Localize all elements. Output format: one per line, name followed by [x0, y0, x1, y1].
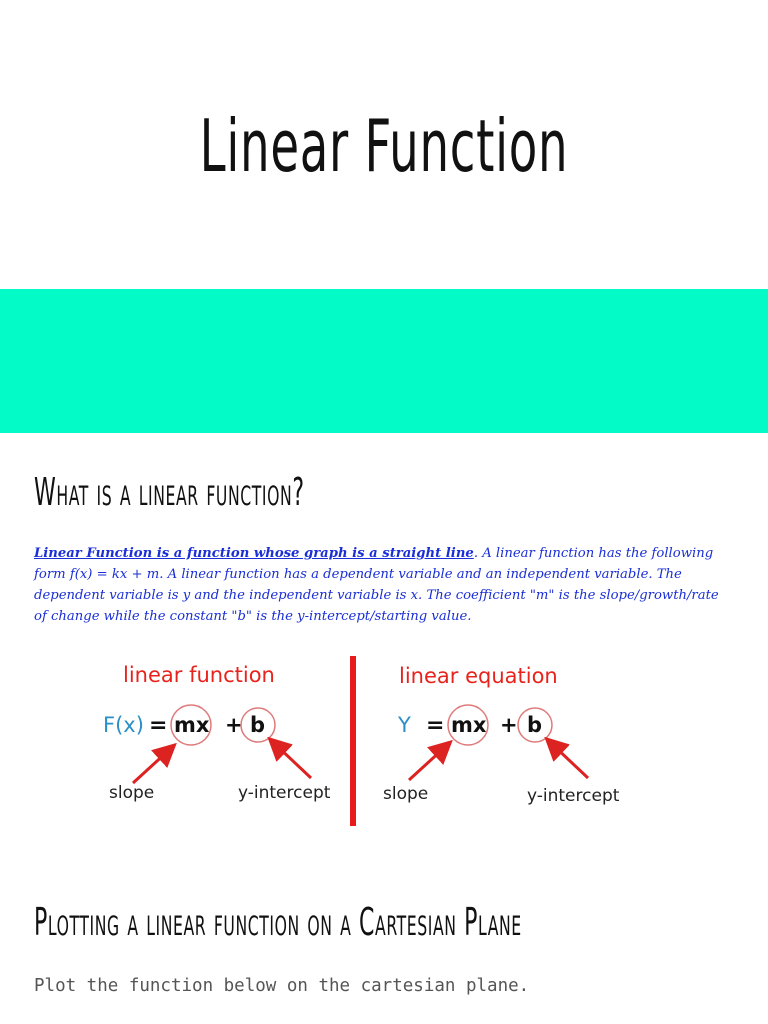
y-label: Y [398, 713, 411, 737]
page-title: Linear Function [199, 104, 569, 188]
mx-term: mx [174, 713, 210, 737]
intercept-arrow-right [553, 745, 588, 778]
instruction-text: Plot the function below on the cartesian plane. [34, 976, 530, 996]
equals-sign-right: = [426, 713, 445, 738]
mx-term-right: mx [451, 713, 487, 737]
slope-label-right: slope [383, 784, 429, 804]
linear-equation-heading: linear equation [399, 664, 558, 688]
linear-function-heading: linear function [123, 663, 275, 687]
teal-banner [0, 289, 768, 433]
definition-body: A linear function has the following form f(x) = kx + m. A linear function has a dependent variable and an independent variable. The dependent variable is y and the independent variable is x. The coefficient "m" is the slope/growth/rate of change while the constant "b" is the y-intercept/starting value. [34, 546, 719, 624]
plus-sign-right: + [500, 713, 518, 737]
slope-arrow-right [409, 748, 444, 780]
plus-sign: + [225, 713, 243, 737]
definition-link[interactable]: Linear Function is a function whose graph is a straight line [34, 546, 474, 561]
intercept-arrow [276, 745, 311, 778]
slope-arrow [133, 751, 168, 783]
y-intercept-label: y-intercept [238, 783, 331, 803]
section-heading-plotting: Plotting a linear function on a Cartesian Plane [34, 900, 522, 944]
slope-label: slope [109, 783, 155, 803]
y-intercept-label-right: y-intercept [527, 786, 620, 806]
panel-divider [350, 656, 356, 826]
fx-label: F(x) [103, 713, 144, 737]
equals-sign: = [149, 713, 168, 738]
linear-function-diagram [0, 650, 768, 840]
definition-lead-suffix: . [473, 546, 479, 561]
b-term-right: b [527, 713, 543, 737]
b-term: b [250, 713, 266, 737]
section-heading-what-is: What is a linear function? [34, 470, 305, 514]
definition-paragraph [34, 543, 734, 627]
